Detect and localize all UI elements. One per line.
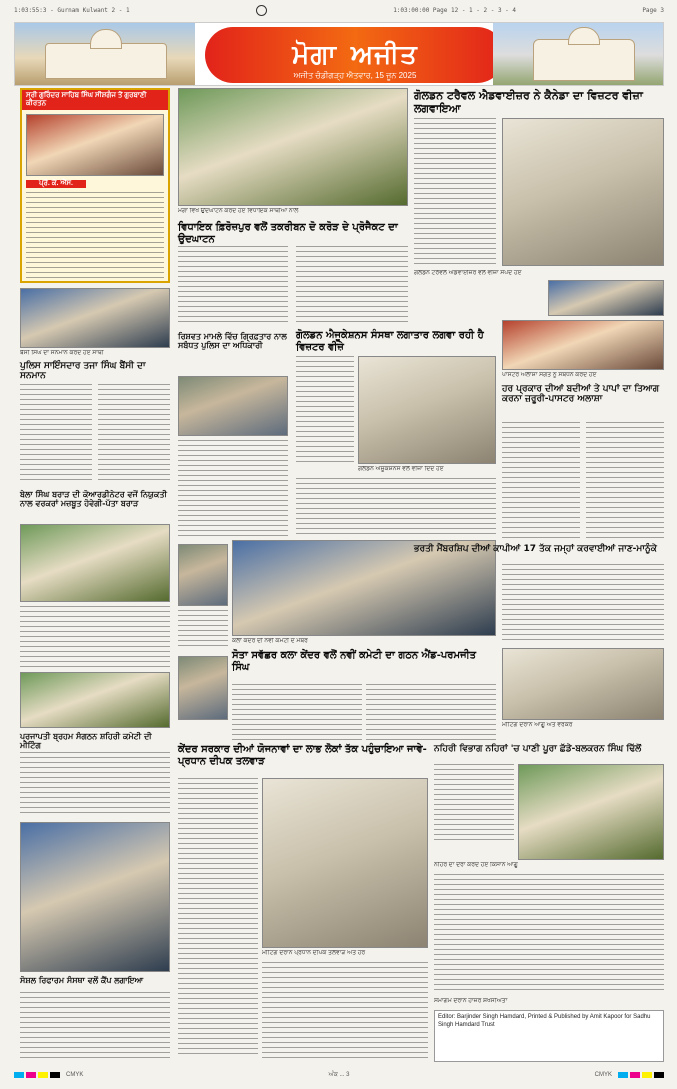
headline-canal: ਨਹਿਰੀ ਵਿਭਾਗ ਨਹਿਰਾਂ 'ਚ ਪਾਣੀ ਪੂਰਾ ਛੱਡੇ-ਬਲਕਰਨ ਸਿੰਘ ਢਿੱਲੋਂ bbox=[434, 744, 642, 754]
slug-left: 1:03:55:3 - Gurnam Kulwant 2 - 1 bbox=[14, 6, 130, 14]
text-golden-educations bbox=[296, 356, 354, 466]
photo-small-right bbox=[548, 280, 664, 316]
text-bribery bbox=[178, 440, 288, 540]
print-footer bbox=[14, 1068, 664, 1082]
headline-golden-travel: ਗੋਲਡਨ ਟਰੈਵਲ ਐਡਵਾਈਜ਼ਰ ਨੇ ਕੈਨੇਡਾ ਦਾ ਵਿਜ਼ਟਰ ਵੀਜ਼ਾ ਲਗਵਾਇਆ bbox=[414, 89, 643, 115]
masthead-word-moga: ਮੋਗਾ bbox=[292, 39, 337, 70]
footer-right: CMYK bbox=[594, 1072, 612, 1078]
photo-golden-educations bbox=[358, 356, 496, 464]
text-bainsi-col1 bbox=[20, 384, 92, 484]
text-golden-educations-2 bbox=[296, 478, 496, 538]
cmyk-strip-left bbox=[14, 1072, 60, 1078]
text-social-reform bbox=[20, 992, 170, 1062]
text-prajapati bbox=[20, 752, 170, 816]
headline-deepak-talwar: ਕੇਂਦਰ ਸਰਕਾਰ ਦੀਆਂ ਯੋਜਨਾਵਾਂ ਦਾ ਲਾਭ ਲੋਕਾਂ ਤੱਕ ਪਹੁੰਚਾਇਆ ਜਾਵੇ-ਪ੍ਰਧਾਨ ਦੀਪਕ ਤਲਵਾੜ bbox=[178, 744, 427, 767]
text-kala-kendar-col2 bbox=[366, 684, 496, 740]
photo-portrait-2 bbox=[178, 656, 228, 720]
footer-center: ਅੰਕ ... 3 bbox=[328, 1071, 350, 1078]
headline-bribery: ਰਿਸ਼ਵਤ ਮਾਮਲੇ ਵਿੱਚ ਗ੍ਰਿਫ਼ਤਾਰ ਨਾਲ ਸਬੰਧਤ ਪੁਲਿਸ ਦਾ ਅਧਿਕਾਰੀ bbox=[178, 332, 287, 351]
photo-membership bbox=[502, 648, 664, 720]
advert-title: ਸ੍ਰੀ ਗੁਰਿੰਦਰ ਸਾਹਿਬ ਸਿੰਘ ਸੀਸ਼ਗੰਜ ਤੋਂ ਗੁਰਬਾਣੀ ਕੀਰਤਨ bbox=[22, 90, 168, 110]
headline-prajapati: ਪ੍ਰਜਾਪਤੀ ਬ੍ਰਹਮ ਸੰਗਠਨ ਸ਼ਹਿਰੀ ਕਮੇਟੀ ਦੀ ਮੀਟਿੰਗ bbox=[20, 732, 152, 751]
advert-box bbox=[20, 88, 170, 283]
photo-social-reform bbox=[20, 822, 170, 972]
caption-event: ਸਮਾਗਮ ਦੌਰਾਨ ਹਾਜ਼ਰ ਸ਼ਖਸੀਅਤਾਂ bbox=[434, 998, 508, 1004]
masthead-subtitle: ਅਜੀਤ ਚੰਡੀਗੜ੍ਹ ਐਤਵਾਰ, 15 ਜੂਨ 2025 bbox=[293, 71, 417, 80]
advert-label: ਪ੍ਰੋ. ਕੇ. ਐੱਸ. bbox=[26, 180, 86, 188]
text-portrait bbox=[178, 610, 228, 650]
footer-left: CMYK bbox=[66, 1072, 84, 1078]
masthead-banner bbox=[205, 27, 505, 83]
photo-portrait bbox=[178, 544, 228, 606]
text-inauguration-col2 bbox=[296, 246, 408, 326]
headline-membership: ਭਰਤੀ ਮੈਂਬਰਸ਼ਿਪ ਦੀਆਂ ਕਾਪੀਆਂ 17 ਤੱਕ ਜਮ੍ਹਾਂ ਕਰਵਾਈਆਂ ਜਾਣ-ਮਾਨੂੰਕੇ bbox=[414, 544, 657, 554]
caption-canal: ਨਹਿਰ ਦਾ ਦੌਰਾ ਕਰਦੇ ਹੋਏ ਕਿਸਾਨ ਆਗੂ bbox=[434, 862, 518, 868]
headline-bela-singh: ਬੇਲਾ ਸਿੰਘ ਬਰਾੜ ਦੀ ਕੋਆਰਡੀਨੇਟਰ ਵਜੋਂ ਨਿਯੁਕਤੀ ਨਾਲ ਵਰਕਰਾਂ ਮਜ਼ਬੂਤ ਹੋਵੇਗੀ-ਪੱਤਾ ਬਰਾੜ bbox=[20, 490, 167, 509]
slug-center: 1:03:00:00 Page 12 - 1 - 2 - 3 - 4 bbox=[393, 6, 517, 14]
text-golden-travel bbox=[414, 118, 496, 268]
photo-bela-singh bbox=[20, 524, 170, 602]
masthead-word-ajit: ਅਜੀਤ bbox=[350, 39, 418, 70]
caption-golden-travel: ਗੋਲਡਨ ਟਰੈਵਲ ਐਡਵਾਈਜ਼ਰ ਵਲੋਂ ਵੀਜ਼ਾ ਸੌਂਪਦੇ ਹੋਏ bbox=[414, 270, 522, 276]
caption-golden-educations: ਗੋਲਡਨ ਐਜੂਕੇਸ਼ਨਸ ਵਲੋਂ ਵੀਜ਼ਾ ਦਿੰਦੇ ਹੋਏ bbox=[358, 466, 444, 472]
caption-deepak-talwar: ਮੀਟਿੰਗ ਦੌਰਾਨ ਪ੍ਰਧਾਨ ਦੀਪਕ ਤਲਵਾੜ ਅਤੇ ਹੋਰ bbox=[262, 950, 366, 956]
headline-kala-kendar: ਸੋਤਾ ਸਵੱਛਰ ਕਲਾ ਕੇਂਦਰ ਵਲੋਂ ਨਵੀਂ ਕਮੇਟੀ ਦਾ ਗਠਨ ਐਂਡ-ਪਰਮਜੀਤ ਸਿੰਘ bbox=[232, 650, 477, 673]
masthead-photo-right bbox=[493, 23, 663, 86]
photo-deepak-talwar bbox=[262, 778, 428, 948]
cmyk-strip-right bbox=[618, 1072, 664, 1078]
text-deepak-col2 bbox=[262, 962, 428, 1058]
caption-inauguration: ਮੋਗਾ ਵਿਖੇ ਉਦਘਾਟਨ ਕਰਦੇ ਹੋਏ ਵਿਧਾਇਕ ਸਾਥੀਆਂ ਨਾਲ bbox=[178, 208, 299, 214]
headline-bainsi-honour: ਪੁਲਿਸ ਸਾਇੰਸਦਾਰ ਤਜਾ ਸਿੰਘ ਬੈਂਸੀ ਦਾ ਸਨਮਾਨ bbox=[20, 361, 146, 382]
caption-pastor: ਪਾਸਟਰ ਅਲਾਸ਼ਾ ਸੰਗਤ ਨੂੰ ਸੰਬੋਧਨ ਕਰਦੇ ਹੋਏ bbox=[502, 372, 597, 378]
headline-golden-educations: ਗੋਲਡਨ ਐਜੂਕੇਸ਼ਨਸ ਸੰਸਥਾ ਲਗਾਤਾਰ ਲਗਵਾ ਰਹੀ ਹੈ ਵਿਜ਼ਟਰ ਵੀਜ਼ੇ bbox=[296, 330, 484, 353]
photo-inauguration bbox=[178, 88, 408, 206]
text-canal-2 bbox=[434, 874, 664, 994]
imprint-box: Editor: Barjinder Singh Hamdard, Printed & Published by Amit Kapoor for Sadhu Singh Hamdard Trust bbox=[434, 1010, 664, 1062]
advert-photo bbox=[26, 114, 164, 176]
photo-prajapati bbox=[20, 672, 170, 728]
headline-pastor: ਹਰ ਪ੍ਰਕਾਰ ਦੀਆਂ ਬਦੀਆਂ ਤੇ ਪਾਪਾਂ ਦਾ ਤਿਆਗ ਕਰਨਾ ਜ਼ਰੂਰੀ-ਪਾਸਟਰ ਅਲਾਸ਼ਾ bbox=[502, 384, 660, 405]
text-pastor-col2 bbox=[586, 422, 664, 540]
caption-bainsi-honour: ਬੈਂਸੀ ਸਿੰਘ ਦਾ ਸਨਮਾਨ ਕਰਦੇ ਹੋਏ ਸਾਥੀ bbox=[20, 350, 104, 356]
headline-social-reform: ਸੋਸ਼ਲ ਰਿਫਾਰਮ ਸੰਸਥਾ ਵਲੋਂ ਕੈਂਪ ਲਗਾਇਆ bbox=[20, 976, 144, 985]
photo-golden-travel bbox=[502, 118, 664, 266]
text-pastor-col1 bbox=[502, 422, 580, 540]
slug-right: Page 3 bbox=[642, 6, 664, 14]
masthead-photo-left bbox=[15, 23, 195, 86]
text-kala-kendar-col1 bbox=[232, 684, 362, 740]
photo-bainsi-honour bbox=[20, 288, 170, 348]
photo-canal bbox=[518, 764, 664, 860]
photo-bribery bbox=[178, 376, 288, 436]
text-bela-singh bbox=[20, 606, 170, 668]
photo-pastor bbox=[502, 320, 664, 370]
headline-inauguration: ਵਿਧਾਇਕ ਫ਼ਿਰੋਜ਼ਪੁਰ ਵਲੋਂ ਤਕਰੀਬਨ ਦੋ ਕਰੋੜ ਦੇ ਪ੍ਰੋਜੈਕਟ ਦਾ ਉਦਘਾਟਨ bbox=[178, 222, 398, 245]
masthead bbox=[14, 22, 664, 86]
caption-membership: ਮੀਟਿੰਗ ਦੌਰਾਨ ਆਗੂ ਅਤੇ ਵਰਕਰ bbox=[502, 722, 573, 728]
advert-text bbox=[26, 192, 164, 282]
text-canal bbox=[434, 764, 514, 840]
text-membership bbox=[502, 564, 664, 644]
text-inauguration-col1 bbox=[178, 246, 288, 326]
text-deepak-col1 bbox=[178, 778, 258, 1058]
registration-mark-icon bbox=[256, 5, 267, 16]
print-slug bbox=[14, 4, 664, 16]
text-bainsi-col2 bbox=[98, 384, 170, 484]
caption-kala-kendar: ਕਲਾ ਕੇਂਦਰ ਦੀ ਨਵੀਂ ਕਮੇਟੀ ਦੇ ਮੈਂਬਰ bbox=[232, 638, 308, 644]
